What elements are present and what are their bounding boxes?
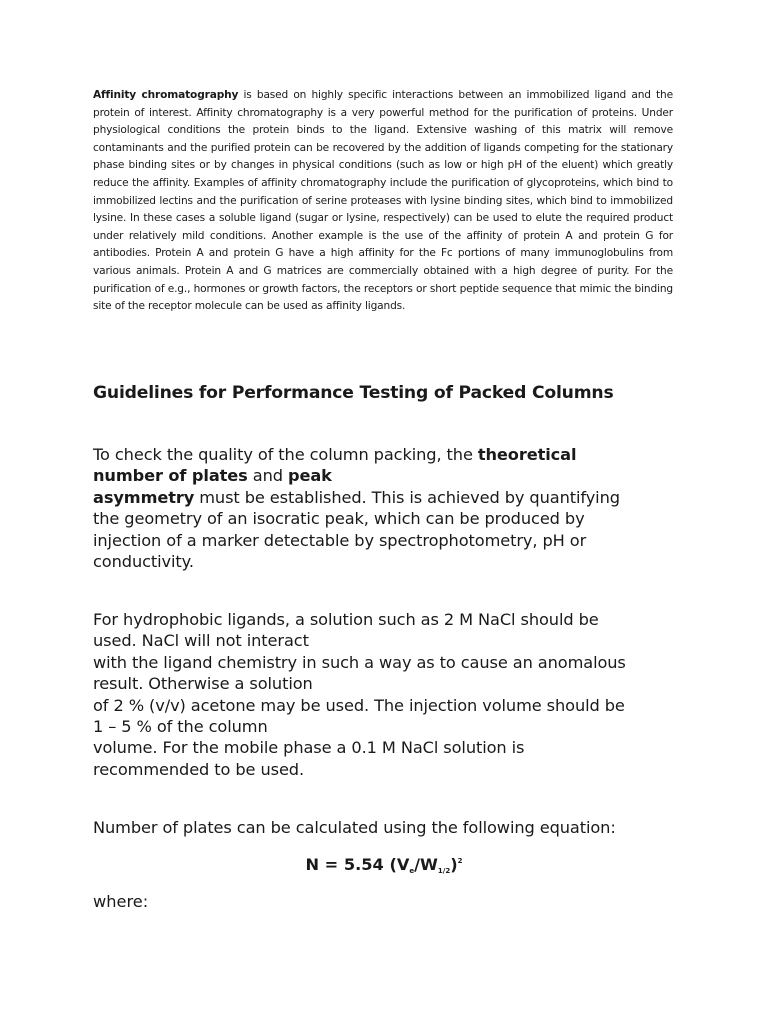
text-line <box>93 465 693 486</box>
equation-intro-paragraph: Number of plates can be calculated using the following equation: <box>93 818 616 837</box>
intro-body: is based on highly specific interactions between an immobilized ligand and the protein of interest. Affinity chromatography is a very powerful method for the purification of proteins. Under physiological conditions the protein binds to the ligand. Extensive washing of this matrix will remove contaminants and the purified protein can be recovered by the addition of ligands competing for the stationary phase binding sites or by changes in physical conditions (such as low or high pH of the eluent) which greatly reduce the affinity. Examples of affinity chromatography include the purification of glycoproteins, which bind to immobilized lectins and the purification of serine proteases with lysine binding sites, which bind to immobilized lysine. In these cases a soluble ligand (sugar or lysine, respectively) can be used to elute the required product under relatively mild conditions. Another example is the use of the affinity of protein A and protein G for antibodies. Protein A and protein G have a high affinity for the Fc portions of many immunoglobulins from various animals. Protein A and G matrices are commercially obtained with a high degree of purity. For the purification of e.g., hormones or growth factors, the receptors or short peptide sequence that mimic the binding site of the receptor molecule can be used as affinity ligands. <box>93 89 673 313</box>
where-label: where: <box>93 892 149 911</box>
section-heading: Guidelines for Performance Testing of Packed Columns <box>93 383 614 403</box>
bold-term: asymmetry <box>93 487 195 507</box>
text-line: with the ligand chemistry in such a way as to cause an anomalous <box>93 652 626 672</box>
intro-paragraph <box>93 87 673 316</box>
text-line: conductivity. <box>93 552 194 572</box>
bold-term: peak <box>287 466 332 486</box>
text-line: For hydrophobic ligands, a solution such as 2 M NaCl should be <box>93 610 599 629</box>
text-run: and <box>247 466 288 486</box>
text-line <box>93 444 693 465</box>
plate-number-equation <box>0 855 768 875</box>
equation-part: N = 5.54 (V <box>305 855 410 874</box>
text-run: To check the quality of the column packing, the <box>93 445 478 464</box>
text-line: injection of a marker detectable by spectrophotometry, pH or <box>93 530 587 550</box>
hydrophobic-ligands-paragraph <box>93 609 693 780</box>
bold-term: number of plates <box>93 466 248 486</box>
equation-part: /W <box>414 855 438 874</box>
text-line: recommended to be used. <box>93 759 305 779</box>
text-line: the geometry of an isocratic peak, which can be produced by <box>93 509 585 529</box>
text-line: used. NaCl will not interact <box>93 631 309 651</box>
equation-part: ) <box>450 855 458 874</box>
text-line: volume. For the mobile phase a 0.1 M NaCl solution is <box>93 738 525 758</box>
equation-subscript: e <box>409 867 415 875</box>
intro-lead-term: Affinity chromatography <box>93 89 239 101</box>
text-line: 1 – 5 % of the column <box>93 717 268 737</box>
text-line: result. Otherwise a solution <box>93 674 313 694</box>
equation-subscript: 1/2 <box>437 867 451 875</box>
text-line <box>93 487 693 508</box>
packing-quality-paragraph <box>93 444 693 572</box>
text-run: must be established. This is achieved by quantifying <box>194 487 620 507</box>
equation-superscript: 2 <box>457 857 463 865</box>
text-line: of 2 % (v/v) acetone may be used. The injection volume should be <box>93 695 625 715</box>
bold-term: theoretical <box>477 445 577 464</box>
